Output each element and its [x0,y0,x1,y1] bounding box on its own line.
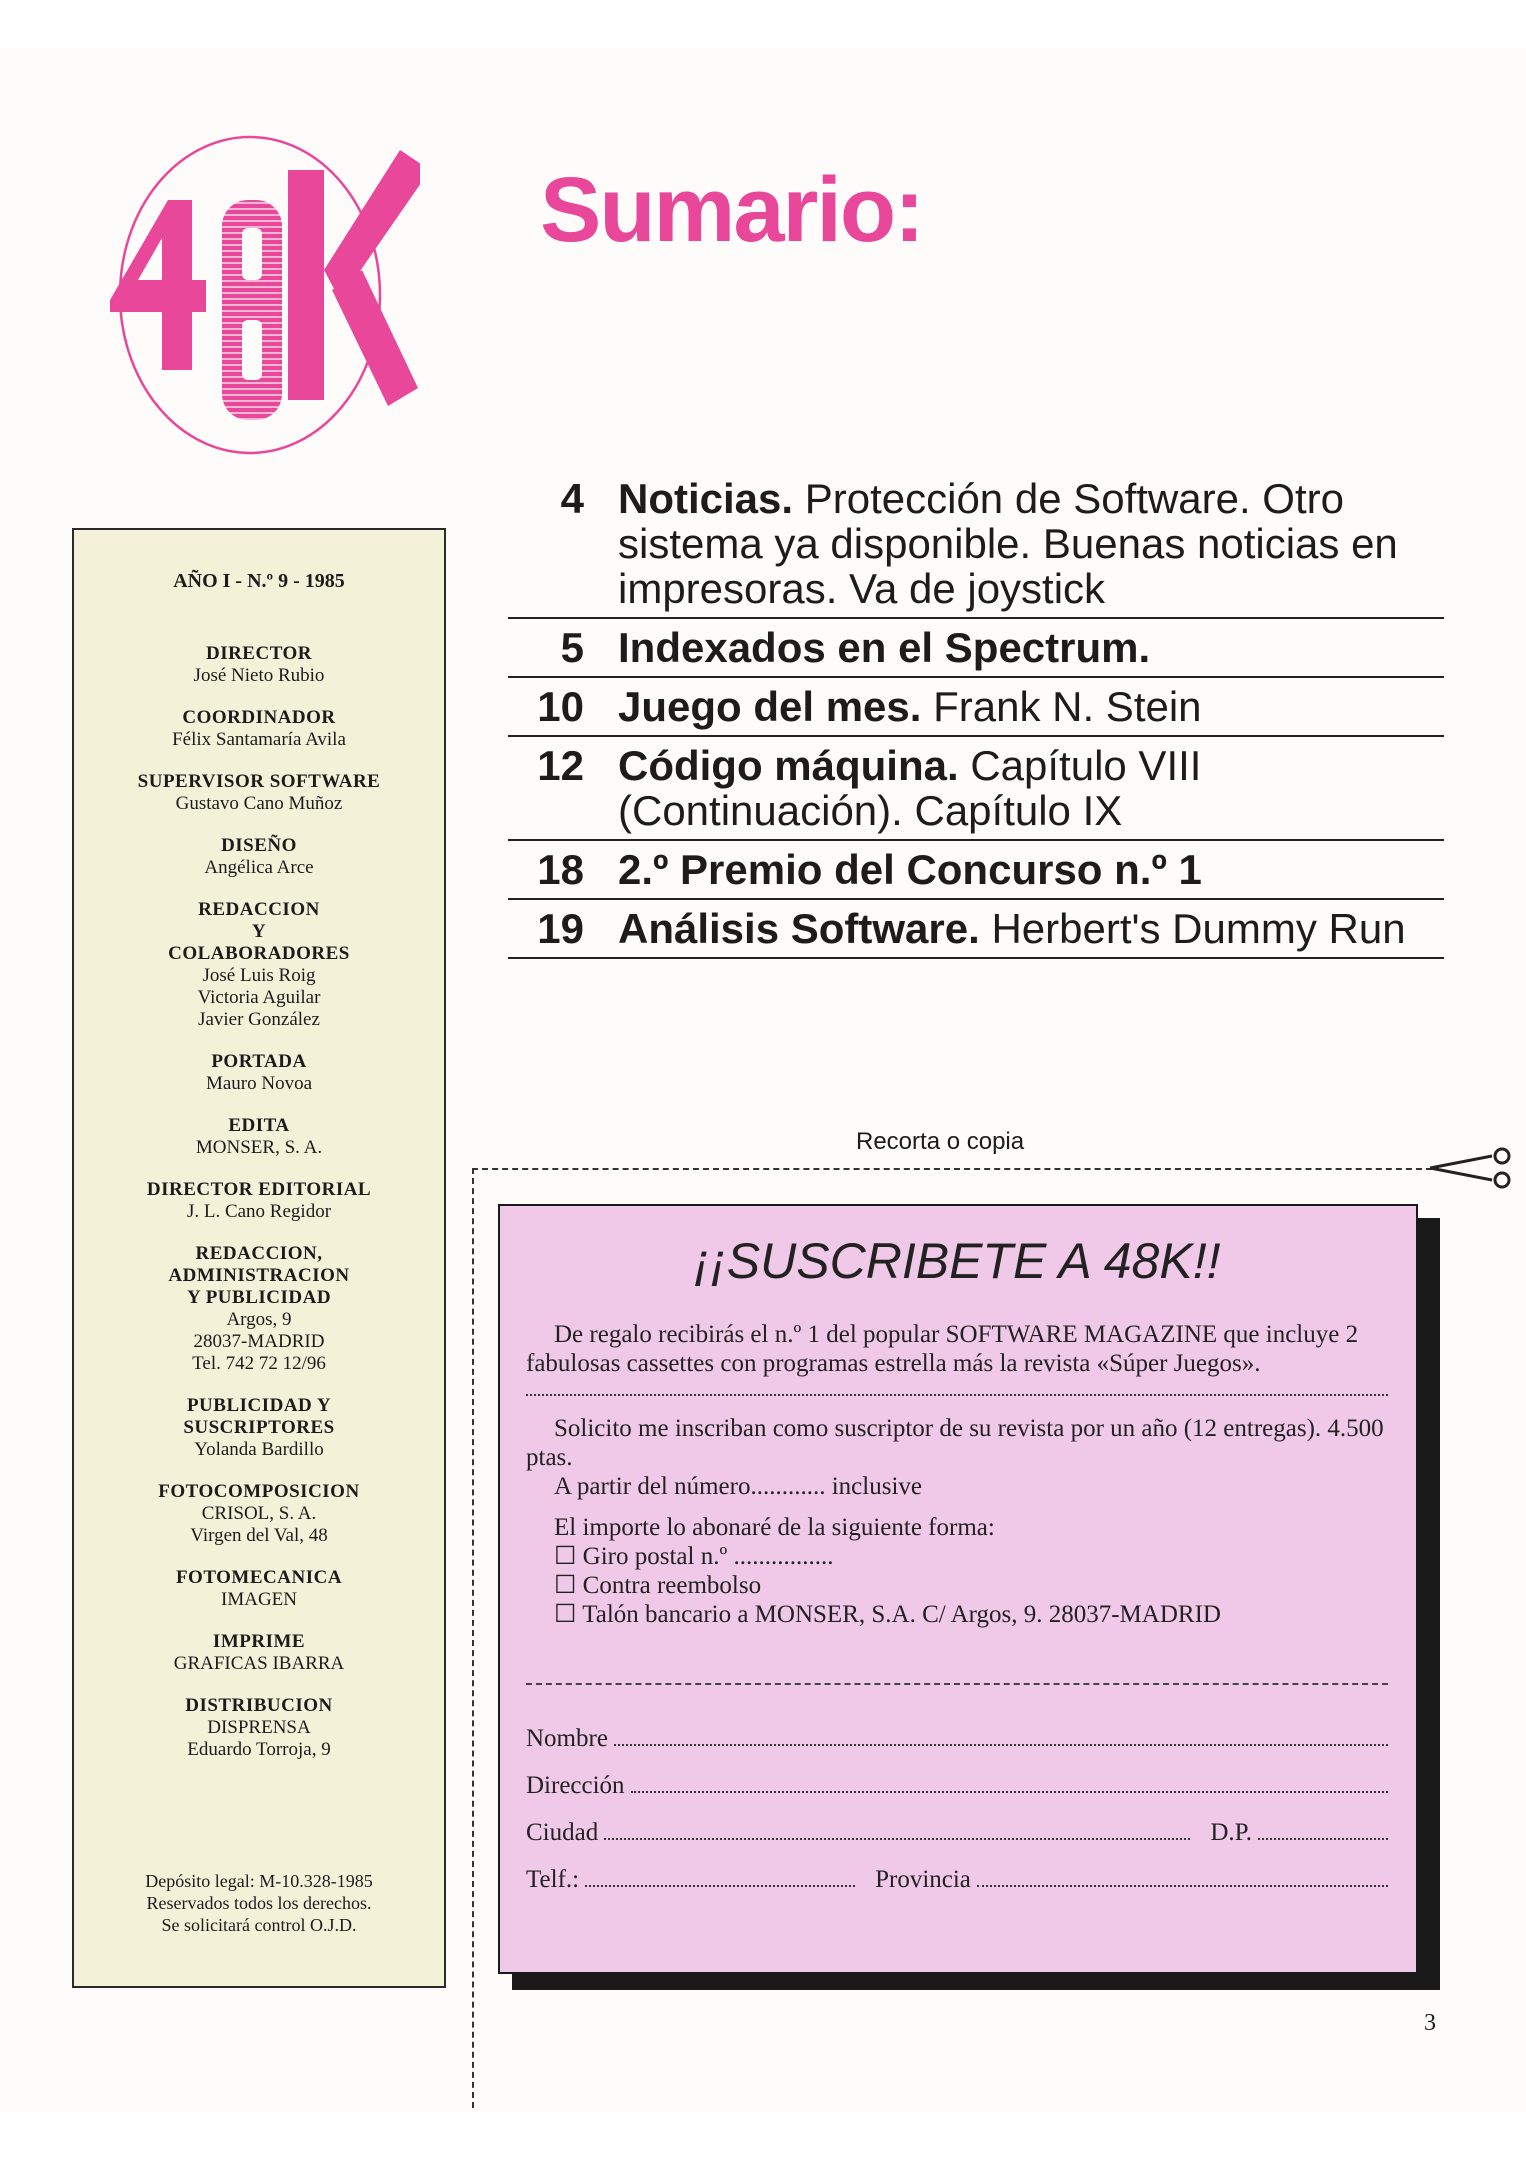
credit-role: DISEÑO [221,835,297,856]
name-label: Nombre [526,1725,608,1752]
payment-option-cheque[interactable]: ☐ Talón bancario a MONSER, S.A. C/ Argos, 9. 28037-MADRID [554,1601,1221,1628]
name-blank[interactable] [614,1728,1388,1746]
dashed-separator [526,1683,1388,1685]
legal-line: Reservados todos los derechos. [146,1893,372,1913]
toc-entry [508,841,1444,900]
credit-block [74,771,444,815]
legal-line: Se solicitará control O.J.D. [161,1915,357,1935]
toc-description: Capítulo VIII (Continuación). Capítulo IX [618,742,1202,834]
credit-name: Javier González [198,1009,320,1030]
toc-heading: 2.º Premio del Concurso n.º 1 [618,846,1202,893]
city-blank[interactable] [604,1822,1190,1840]
credit-name: Angélica Arce [204,857,314,878]
toc-description: Protección de Software. Otro sistema ya disponible. Buenas noticias en impresoras. Va de joystick [618,475,1398,612]
toc-page-number: 19 [537,905,584,952]
toc-text [618,625,1150,670]
phone-blank[interactable] [585,1869,855,1887]
credit-name: CRISOL, S. A. [201,1503,317,1524]
credit-role: IMPRIME [212,1631,306,1652]
toc-text [618,847,1202,892]
dp-blank[interactable] [1258,1822,1388,1840]
credit-block [74,1179,444,1223]
subscription-form [498,1204,1418,1974]
address-blank[interactable] [631,1775,1388,1793]
form-from-issue: A partir del número............ inclusive [554,1473,922,1500]
credit-name: José Luis Roig [202,965,316,986]
scissors-icon [1430,1146,1520,1190]
credit-role: SUPERVISOR SOFTWARE [137,771,381,792]
credit-block [74,899,444,1031]
bottom-margin [0,2112,1526,2160]
credit-name: DISPRENSA [207,1717,311,1738]
credit-block [74,1481,444,1547]
credit-role: PUBLICIDAD Y SUSCRIPTORES [183,1395,335,1438]
credit-name: MONSER, S. A. [195,1137,323,1158]
toc-text [618,684,1202,729]
credit-name: Victoria Aguilar [197,987,321,1008]
credit-block [74,1115,444,1159]
toc-text [618,743,1444,833]
legal-notice [74,1870,444,1936]
credit-name: Gustavo Cano Muñoz [175,793,343,814]
toc-page-number: 10 [537,683,584,730]
dotted-rule [526,1386,1388,1396]
credit-role: DISTRIBUCION [185,1695,333,1716]
credit-name: J. L. Cano Regidor [186,1201,332,1222]
toc-heading: Noticias. [618,475,794,522]
credit-name: Virgen del Val, 48 [190,1525,328,1546]
credit-block [74,1395,444,1461]
credit-role: FOTOMECANICA [175,1567,343,1588]
toc-entry [508,900,1444,959]
toc-page-number: 12 [537,742,584,789]
top-margin [0,0,1526,48]
toc-description: Herbert's Dummy Run [979,905,1406,952]
dp-label: D.P. [1210,1819,1252,1846]
province-label: Provincia [875,1866,971,1893]
toc-page-number: 5 [560,624,584,671]
credit-name: José Nieto Rubio [193,665,325,686]
toc-entry [508,678,1444,737]
issue-line: AÑO I - N.º 9 - 1985 [173,570,345,592]
toc-page-number: 4 [560,475,584,522]
credit-role: FOTOCOMPOSICION [158,1481,360,1502]
credit-role: COORDINADOR [182,707,336,728]
toc-page-number: 18 [537,846,584,893]
credit-name: 28037-MADRID [193,1331,325,1352]
credit-block [74,707,444,751]
credits-list [74,643,444,1761]
credit-name: Yolanda Bardillo [194,1439,324,1460]
toc-entry [508,619,1444,678]
toc-heading: Juego del mes. [618,683,922,730]
credit-role: DIRECTOR EDITORIAL [146,1179,372,1200]
credit-role: PORTADA [211,1051,307,1072]
payment-option-cod[interactable]: ☐ Contra reembolso [554,1572,762,1599]
credit-name: Félix Santamaría Avila [172,729,346,750]
credit-name: GRAFICAS IBARRA [173,1653,345,1674]
credit-block [74,1567,444,1611]
phone-field[interactable] [526,1866,1388,1894]
credit-role: DIRECTOR [205,643,313,664]
credit-block [74,1695,444,1761]
page-number: 3 [1424,2010,1436,2036]
credits-box [72,528,446,1988]
credit-name: Mauro Novoa [205,1073,313,1094]
credit-name: IMAGEN [221,1589,297,1610]
credit-role: EDITA [228,1115,290,1136]
city-label: Ciudad [526,1819,599,1846]
toc-text [618,906,1406,951]
cut-line-horizontal [472,1168,1432,1170]
credit-block [74,1243,444,1375]
toc-entry [508,470,1444,619]
payment-option-postal[interactable]: ☐ Giro postal n.º ................ [554,1543,834,1570]
toc-heading: Indexados en el Spectrum. [618,624,1151,671]
cut-label: Recorta o copia [856,1128,1025,1155]
credit-name: Eduardo Torroja, 9 [187,1739,331,1760]
form-intro: De regalo recibirás el n.º 1 del popular SOFTWARE MAGAZINE que incluye 2 fabulosas cassettes con programas estrella más la revista «Súper Juegos». [526,1321,1359,1377]
credit-role: REDACCION, ADMINISTRACION Y PUBLICIDAD [168,1243,350,1308]
credit-block [74,643,444,687]
toc-heading: Código máquina. [618,742,959,789]
form-request: Solicito me inscriban como suscriptor de su revista por un año (12 entregas). 4.500 ptas. [526,1415,1384,1471]
table-of-contents [508,470,1444,959]
toc-heading: Análisis Software. [618,905,980,952]
credit-block [74,835,444,879]
toc-entry [508,737,1444,841]
province-blank[interactable] [977,1869,1388,1887]
cut-line-vertical [472,1168,474,2108]
toc-text [618,476,1444,611]
credit-name: Argos, 9 [226,1309,292,1330]
address-field[interactable] [526,1772,1388,1800]
48k-logo [100,130,420,460]
page-title: Sumario: [540,159,923,261]
credit-name: Tel. 742 72 12/96 [192,1353,326,1374]
city-field[interactable] [526,1819,1388,1847]
form-payment-intro: El importe lo abonaré de la siguiente forma: [554,1514,995,1541]
legal-line: Depósito legal: M-10.328-1985 [145,1871,373,1891]
credit-role: REDACCION Y COLABORADORES [168,899,350,964]
address-label: Dirección [526,1772,625,1799]
credit-block [74,1051,444,1095]
name-field[interactable] [526,1725,1388,1753]
form-title: ¡¡SUSCRIBETE A 48K!! [693,1233,1221,1289]
phone-label: Telf.: [526,1866,580,1893]
toc-description: Frank N. Stein [921,683,1202,730]
credit-block [74,1631,444,1675]
